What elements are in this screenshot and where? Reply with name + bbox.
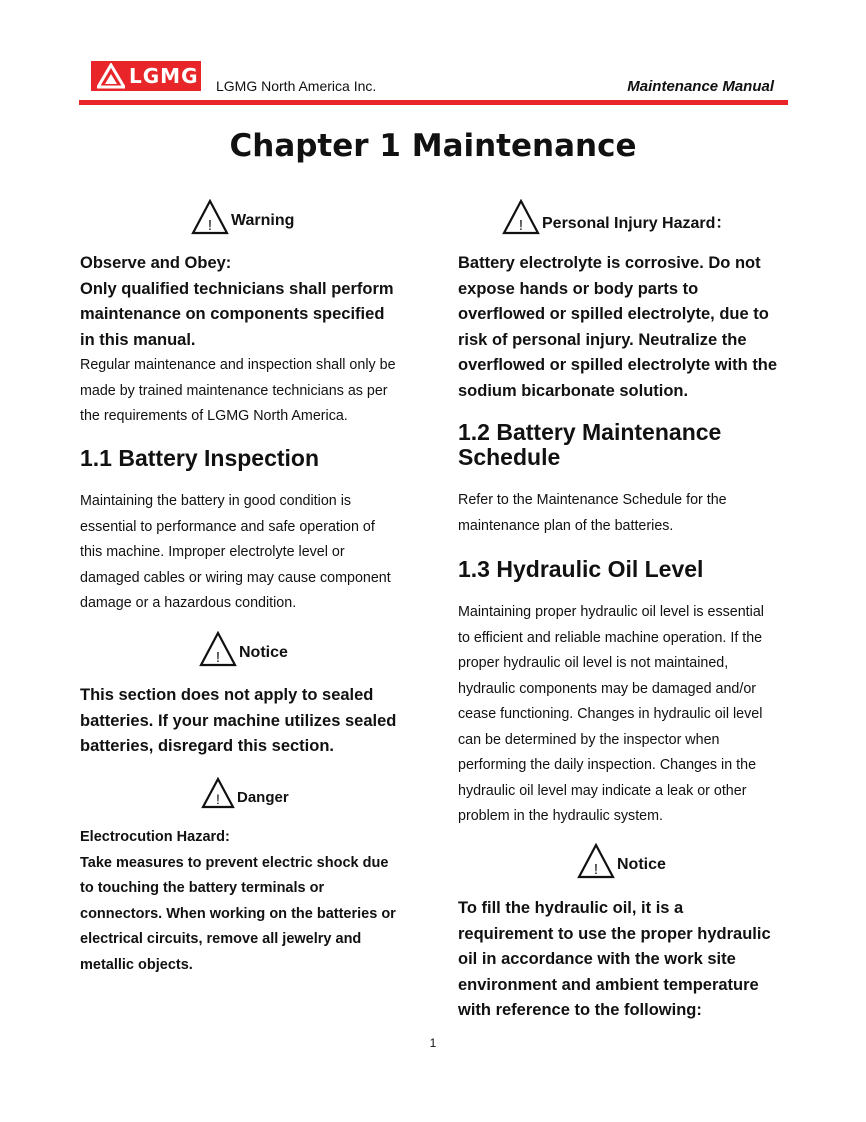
svg-text:!: ! — [207, 217, 213, 234]
notice-callout-right — [577, 842, 666, 880]
header-divider — [79, 100, 788, 105]
svg-text:!: ! — [216, 791, 220, 807]
body-line: Maintaining proper hydraulic oil level is essential — [458, 604, 764, 620]
warning-bold-line: in this manual. — [80, 330, 196, 349]
notice-bold-line: batteries, disregard this section. — [80, 737, 334, 755]
section-title-maintenance-schedule — [458, 420, 721, 470]
warning-bold-line: maintenance on components specified — [80, 305, 385, 323]
notice-bold-line: with reference to the following: — [458, 1001, 702, 1019]
hazard-bold-line: Battery electrolyte is corrosive. Do not — [458, 254, 761, 272]
company-name: LGMG North America Inc. — [216, 78, 377, 94]
hazard-label: Personal Injury Hazard： — [542, 214, 732, 232]
manual-title: Maintenance Manual — [627, 78, 774, 95]
warning-triangle-icon — [502, 199, 540, 235]
body-line: essential to performance and safe operation of — [80, 518, 375, 535]
body-line: hydraulic oil level may indicate a leak or other — [458, 782, 747, 799]
danger-line: connectors. When working on the batteries or — [80, 905, 396, 922]
danger-line: metallic objects. — [80, 956, 193, 973]
body-line: problem in the hydraulic system. — [458, 808, 664, 824]
body-line: damaged cables or wiring may cause component — [80, 569, 391, 586]
notice-bold-line: batteries. If your machine utilizes sealed — [80, 711, 397, 730]
hazard-bold-line: overflowed or spilled electrolyte with the — [458, 356, 778, 374]
section-title-line: 1.2 Battery Maintenance — [458, 419, 722, 445]
warning-text — [80, 251, 440, 430]
notice-bold-line: This section does not apply to sealed — [80, 686, 374, 704]
warning-triangle-icon — [199, 631, 237, 667]
hazard-bold-line: overflowed or spilled electrolyte, due to — [458, 305, 769, 323]
body-line: damage or a hazardous condition. — [80, 595, 297, 611]
danger-line: to touching the battery terminals or — [80, 880, 325, 896]
hazard-callout — [502, 198, 731, 236]
hydraulic-text — [458, 600, 798, 830]
danger-triangle-icon — [201, 777, 235, 809]
body-line: performing the daily inspection. Changes in the — [458, 757, 757, 773]
maintenance-schedule-text — [458, 488, 798, 539]
body-line: Maintaining the battery in good condition is — [80, 493, 352, 509]
danger-line: electrical circuits, remove all jewelry and — [80, 931, 362, 947]
hazard-bold-line: expose hands or body parts to — [458, 279, 699, 298]
lgmg-logo-icon — [97, 63, 125, 89]
body-line: to efficient and reliable machine operation. If the — [458, 629, 763, 646]
hazard-bold-line: sodium bicarbonate solution. — [458, 381, 689, 400]
svg-text:!: ! — [518, 217, 524, 234]
body-line: Refer to the Maintenance Schedule for the — [458, 492, 727, 508]
warning-body-line: the requirements of LGMG North America. — [80, 408, 348, 424]
hazard-text — [458, 251, 798, 404]
body-line: maintenance plan of the batteries. — [458, 517, 674, 534]
battery-inspection-text — [80, 489, 440, 617]
logo-text: LGMG — [129, 64, 199, 88]
warning-callout — [191, 198, 294, 236]
notice-bold-line: environment and ambient temperature — [458, 975, 759, 994]
danger-line: Electrocution Hazard: — [80, 829, 230, 845]
notice-label: Notice — [239, 644, 288, 661]
warning-bold-line: Observe and Obey: — [80, 254, 232, 272]
notice-label: Notice — [617, 856, 666, 873]
section-title-line: Schedule — [458, 444, 561, 470]
notice-bold-line: requirement to use the proper hydraulic — [458, 924, 771, 943]
warning-label: Warning — [231, 212, 295, 229]
warning-body-line: made by trained maintenance technicians as per — [80, 382, 388, 399]
body-line: can be determined by the inspector when — [458, 731, 720, 748]
warning-body-line: Regular maintenance and inspection shall only be — [80, 357, 396, 373]
body-line: hydraulic components may be damaged and/or — [458, 680, 757, 697]
section-title-hydraulic-oil: 1.3 Hydraulic Oil Level — [458, 556, 704, 582]
body-line: proper hydraulic oil level is not maintained, — [458, 655, 729, 671]
notice-text — [80, 683, 440, 760]
notice-callout — [199, 630, 288, 668]
section-title-battery-inspection: 1.1 Battery Inspection — [80, 445, 320, 471]
danger-line: Take measures to prevent electric shock due — [80, 854, 389, 871]
body-line: cease functioning. Changes in hydraulic oil level — [458, 706, 763, 722]
warning-triangle-icon — [191, 199, 229, 235]
notice-text-right — [458, 896, 798, 1024]
hazard-bold-line: risk of personal injury. Neutralize the — [458, 330, 747, 349]
svg-text:!: ! — [593, 861, 599, 878]
page-number: 1 — [429, 1036, 437, 1050]
chapter-title: Chapter 1 Maintenance — [229, 128, 637, 164]
danger-text — [80, 825, 440, 978]
danger-label: Danger — [237, 788, 289, 806]
danger-callout — [201, 774, 289, 812]
notice-bold-line: oil in accordance with the work site — [458, 950, 736, 968]
warning-bold-line: Only qualified technicians shall perform — [80, 279, 394, 298]
notice-bold-line: To fill the hydraulic oil, it is a — [458, 899, 684, 917]
body-line: this machine. Improper electrolyte level or — [80, 544, 345, 560]
svg-text:!: ! — [215, 649, 221, 666]
warning-triangle-icon — [577, 843, 615, 879]
